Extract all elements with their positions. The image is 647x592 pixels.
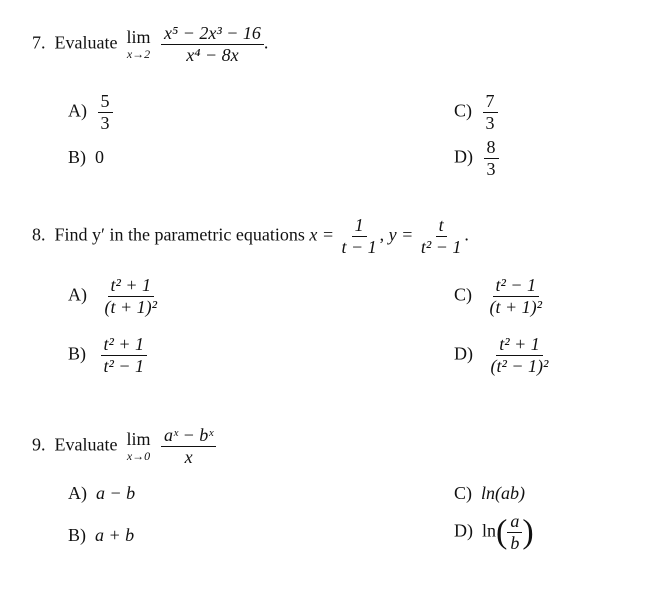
- q9-choice-b[interactable]: [68, 525, 134, 546]
- q8-comma: ,: [379, 224, 385, 245]
- q9-choice-a[interactable]: [68, 483, 135, 504]
- q9-number: 9.: [32, 434, 46, 455]
- q8-choice-d-num: t² + 1: [496, 335, 543, 356]
- q7-choice-d-frac: [484, 138, 499, 179]
- q7-choice-a[interactable]: [68, 92, 113, 133]
- q9-lim-word: lim: [126, 428, 151, 449]
- q9-expr-den: x: [184, 446, 193, 467]
- q9-choice-c-letter: C): [454, 483, 472, 503]
- q7-choice-a-letter: A): [68, 100, 87, 121]
- q8-choice-d-den: (t² − 1)²: [490, 355, 549, 376]
- q7-choice-d-num: 8: [484, 138, 499, 159]
- q8-choice-d-frac: [488, 335, 552, 376]
- q8-choice-c-frac: [487, 276, 546, 317]
- q7-choice-a-num: 5: [98, 92, 113, 113]
- q7-expr-num: x⁵ − 2x³ − 16: [161, 24, 264, 45]
- q8-stem: [32, 216, 469, 257]
- q7-expr-den: x⁴ − 8x: [186, 44, 239, 65]
- q9-choice-d-frac: [507, 512, 522, 553]
- q7-stem: [32, 24, 268, 65]
- q8-end: .: [464, 224, 469, 245]
- q8-y-num: t: [436, 216, 447, 237]
- q8-choice-b-letter: B): [68, 343, 86, 364]
- q8-x-num: 1: [352, 216, 367, 237]
- q7-choice-c-letter: C): [454, 100, 472, 121]
- q8-y-eq: y =: [388, 224, 414, 245]
- q8-number: 8.: [32, 224, 46, 245]
- q8-choice-b-den: t² − 1: [103, 355, 145, 376]
- q9-choice-c-value: ln(ab): [481, 483, 525, 503]
- q7-choice-c[interactable]: [454, 92, 498, 133]
- q8-choice-a-frac: [102, 276, 161, 317]
- q7-choice-c-num: 7: [483, 92, 498, 113]
- q8-choice-a[interactable]: [68, 276, 160, 317]
- q8-choice-c[interactable]: [454, 276, 545, 317]
- q7-choice-b[interactable]: [68, 147, 104, 168]
- q8-choice-d[interactable]: [454, 335, 551, 376]
- q9-prompt: Evaluate: [54, 434, 118, 455]
- q9-choice-d-rparen: ): [522, 513, 534, 551]
- q9-choice-d-lparen: (: [496, 513, 508, 551]
- q7-lim-word: lim: [126, 26, 151, 47]
- q7-choice-d[interactable]: [454, 138, 499, 179]
- q7-lim-sub: x→2: [126, 46, 151, 61]
- q9-limit: [126, 430, 150, 463]
- q8-prompt: Find y′ in the parametric equations: [54, 224, 305, 245]
- q8-choice-c-den: (t + 1)²: [489, 296, 543, 317]
- q9-expression: [161, 426, 216, 467]
- q7-number: 7.: [32, 32, 46, 53]
- q7-choice-a-den: 3: [100, 112, 110, 133]
- q7-choice-b-value: 0: [95, 147, 104, 167]
- q9-choice-d-letter: D): [454, 520, 473, 541]
- q9-expr-num: aˣ − bˣ: [161, 426, 216, 447]
- q8-choice-b[interactable]: [68, 335, 147, 376]
- q9-choice-a-letter: A): [68, 483, 87, 503]
- q8-y-frac: [418, 216, 465, 257]
- q7-end: .: [263, 32, 269, 53]
- q8-x-den: t − 1: [341, 236, 377, 257]
- q7-choice-b-letter: B): [68, 147, 86, 167]
- q8-choice-a-den: (t + 1)²: [104, 296, 158, 317]
- q7-choice-c-frac: [483, 92, 498, 133]
- q9-choice-c[interactable]: [454, 483, 525, 504]
- q8-choice-d-letter: D): [454, 343, 473, 364]
- q8-choice-a-letter: A): [68, 284, 87, 305]
- q8-choice-a-num: t² + 1: [108, 276, 155, 297]
- q9-choice-d[interactable]: [454, 512, 534, 553]
- q9-choice-d-fn: ln: [482, 520, 497, 541]
- q7-limit: [126, 28, 150, 61]
- q8-choice-b-frac: [101, 335, 148, 376]
- q7-expression: [161, 24, 264, 65]
- q8-y-den: t² − 1: [420, 236, 462, 257]
- q9-choice-b-value: a + b: [95, 525, 135, 545]
- q8-x-eq: x =: [309, 224, 335, 245]
- q8-x-frac: [339, 216, 380, 257]
- q7-choice-c-den: 3: [485, 112, 495, 133]
- q9-lim-sub: x→0: [126, 448, 151, 463]
- q8-choice-c-letter: C): [454, 284, 472, 305]
- q9-choice-a-value: a − b: [96, 483, 136, 503]
- q9-choice-d-num: a: [507, 512, 522, 533]
- q9-stem: [32, 426, 216, 467]
- q9-choice-d-den: b: [510, 532, 520, 553]
- q7-choice-d-den: 3: [486, 158, 496, 179]
- q7-choice-d-letter: D): [454, 146, 473, 167]
- q8-choice-c-num: t² − 1: [493, 276, 540, 297]
- q7-prompt: Evaluate: [54, 32, 118, 53]
- q8-choice-b-num: t² + 1: [101, 335, 148, 356]
- q7-choice-a-frac: [98, 92, 113, 133]
- q9-choice-b-letter: B): [68, 525, 86, 545]
